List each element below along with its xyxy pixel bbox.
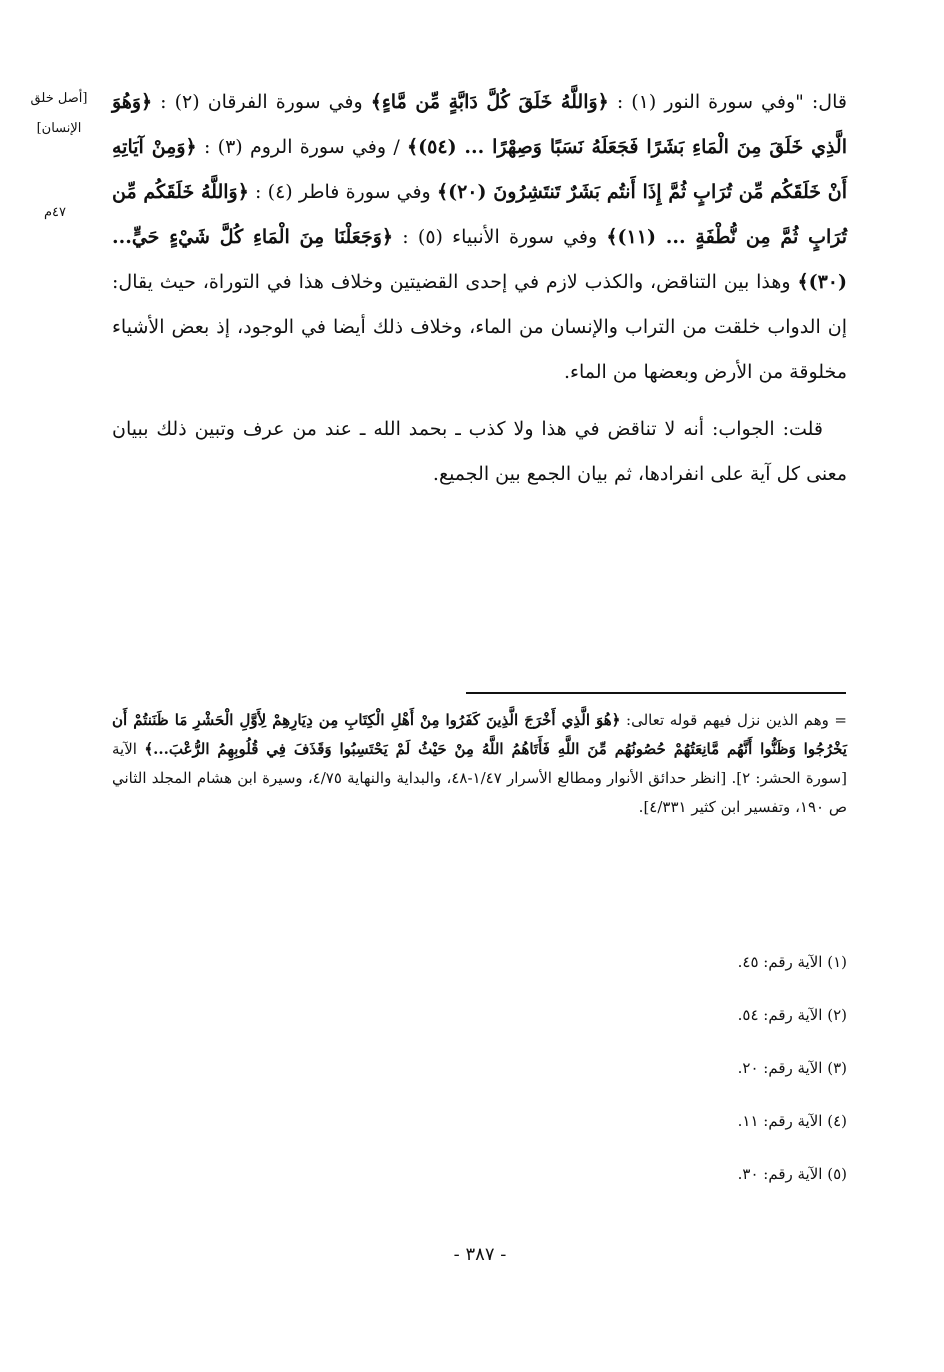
quran-verse-rum: ﴿وَمِنْ آيَاتِهِ أَنْ خَلَقَكُم مِّن تُرَابٍ ثُمَّ إِذَا أَنتُم بَشَرٌ تَنتَشِرُونَ (٢٠)﴾ bbox=[112, 136, 847, 203]
paragraph-objection bbox=[112, 80, 847, 395]
quran-verse-furqan: ﴿وَهُوَ الَّذِي خَلَقَ مِنَ الْمَاءِ بَشَرًا فَجَعَلَهُ نَسَبًا وَصِهْرًا ... (٥٤)﴾ bbox=[112, 91, 847, 158]
footnote-item: (١) الآية رقم: ٤٥. bbox=[737, 953, 847, 971]
quran-intro-anbiya: وفي سورة الأنبياء (٥) : bbox=[393, 226, 607, 248]
quran-intro-furqan: وفي سورة الفرقان (٢) : bbox=[152, 91, 371, 113]
quran-verse-nur: ﴿وَاللَّهُ خَلَقَ كُلَّ دَابَّةٍ مِّن مَّاءٍ﴾ bbox=[370, 91, 609, 113]
footnote-item: (٥) الآية رقم: ٣٠. bbox=[737, 1165, 847, 1183]
main-text bbox=[112, 80, 847, 497]
paragraph-answer: قلت: الجواب: أنه لا تناقض في هذا ولا كذب ـ بحمد الله ـ عند من عرف وتبين ذلك ببيان معنى كل آية على انفرادها، ثم بيان الجمع بين الجميع. bbox=[112, 418, 847, 485]
footnote-continuation bbox=[112, 706, 847, 822]
footnote-item: (٤) الآية رقم: ١١. bbox=[737, 1112, 847, 1130]
footnote-continuation-intro: = وهم الذين نزل فيهم قوله تعالى: bbox=[620, 711, 847, 729]
footnote-list bbox=[112, 936, 847, 1201]
page-number: - ٣٨٧ - bbox=[453, 1244, 507, 1265]
footnote-quran-verse: ﴿هُوَ الَّذِي أَخْرَجَ الَّذِينَ كَفَرُوا مِنْ أَهْلِ الْكِتَابِ مِن دِيَارِهِمْ لِأَوَّلِ الْحَشْرِ مَا ظَنَنتُمْ أَن يَخْرُجُوا وَظَنُّوا أَنَّهُم مَّانِعَتُهُمْ حُصُونُهُم مِّنَ اللَّهِ فَأَتَاهُمُ اللَّهُ مِنْ حَيْثُ لَمْ يَحْتَسِبُوا وَقَذَفَ فِي قُلُوبِهِمُ الرُّعْبَ...﴾ bbox=[112, 711, 847, 758]
margin-topic-note: [أصل خلق الإنسان] bbox=[30, 91, 88, 136]
paragraph-objection-closing: وهذا بين التناقض، والكذب لازم في إحدى القضيتين وخلاف هذا في التوراة، حيث يقال: إن الدواب خلقت من التراب والإنسان من الماء، وخلاف ذلك أيضا في الوجود، إذ بعض الأشياء مخلوقة من الأرض وبعضها من الماء. bbox=[112, 271, 847, 383]
quran-verse-fatir: ﴿وَاللَّهُ خَلَقَكُم مِّن تُرَابٍ ثُمَّ مِن نُّطْفَةٍ ... (١١)﴾ bbox=[112, 181, 848, 248]
quran-intro-rum: / وفي سورة الروم (٣) : bbox=[196, 136, 408, 158]
quran-intro-fatir: وفي سورة فاطر (٤) : bbox=[248, 181, 437, 203]
margin-manuscript-ref: ٤٧م bbox=[43, 205, 67, 220]
footnote-item: (٢) الآية رقم: ٥٤. bbox=[737, 1006, 847, 1024]
footnote-item: (٣) الآية رقم: ٢٠. bbox=[737, 1059, 847, 1077]
footnote-separator bbox=[466, 692, 846, 694]
footnote-continuation-rest: الآية [سورة الحشر: ٢]. [انظر حدائق الأنوار ومطالع الأسرار ١/٤٧-٤٨، والبداية والنهاية ٤/٧٥، وسيرة ابن هشام المجلد الثاني ص ١٩٠، وتفسير ابن كثير ٤/٣٣١]. bbox=[112, 740, 847, 816]
quran-intro-nur: قال: "وفي سورة النور (١) : bbox=[608, 91, 847, 113]
quran-verse-anbiya: ﴿وَجَعَلْنَا مِنَ الْمَاءِ كُلَّ شَيْءٍ حَيٍّ... (٣٠)﴾ bbox=[112, 226, 847, 293]
